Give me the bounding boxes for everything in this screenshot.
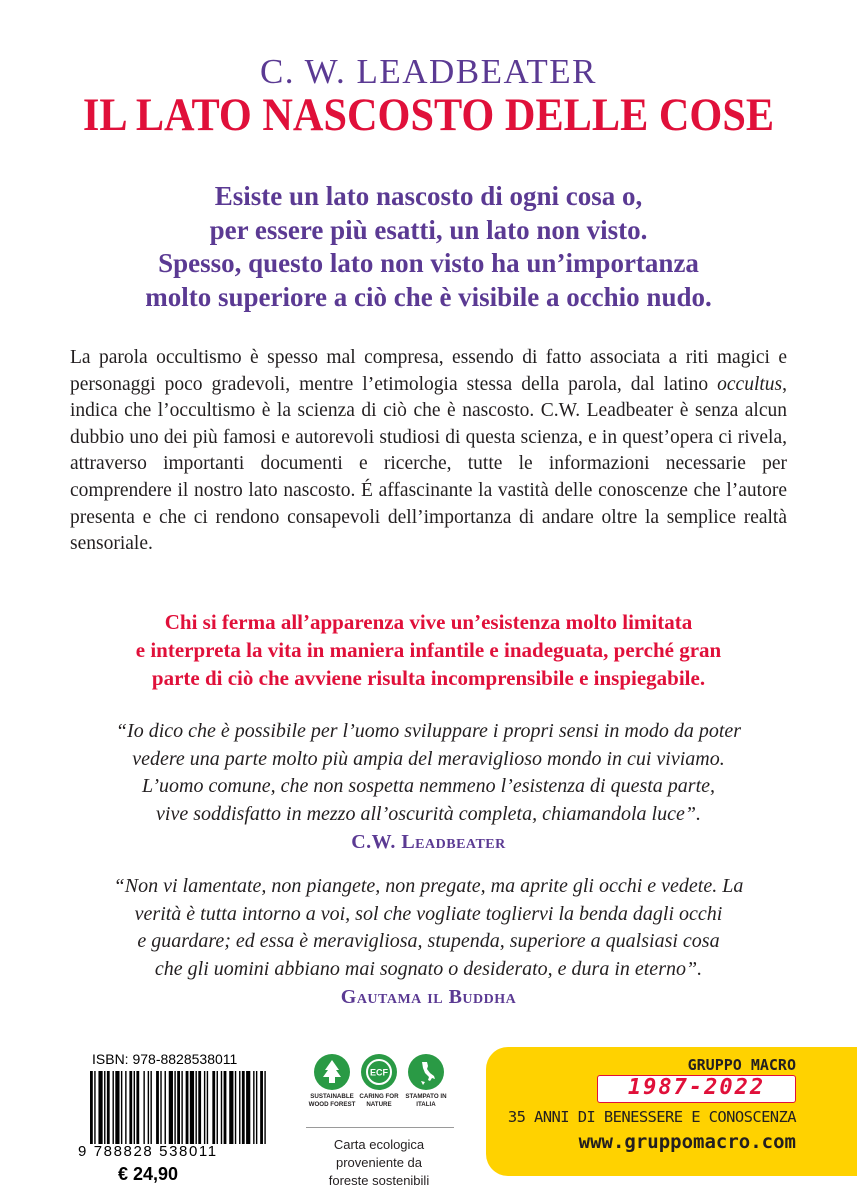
- barcode-bar: [217, 1071, 218, 1144]
- publisher-url[interactable]: www.gruppomacro.com: [578, 1131, 796, 1153]
- barcode-bar: [221, 1071, 222, 1144]
- highlight-line: e interpreta la vita in maniera infantile e inadeguata, perché gran: [135, 638, 722, 662]
- barcode-bar: [115, 1071, 119, 1144]
- lead-line: Spesso, questo lato non visto ha un’importanza: [158, 248, 699, 278]
- eco-line: Carta ecologica: [333, 1137, 425, 1152]
- barcode-bar: [246, 1071, 250, 1144]
- body-paragraph: [70, 345, 787, 558]
- quote-leadbeater: [40, 718, 817, 857]
- barcode-bar: [186, 1071, 189, 1144]
- barcode-bar: [239, 1071, 240, 1144]
- ecf-mark: ECF: [370, 1067, 388, 1078]
- barcode-bar: [260, 1071, 263, 1144]
- publisher-years: 1987-2022: [597, 1075, 796, 1103]
- barcode-bar: [224, 1071, 227, 1144]
- barcode-bar: [195, 1071, 196, 1144]
- barcode-bar: [264, 1071, 265, 1144]
- badge-label: SUSTAINABLE WOOD FOREST: [308, 1093, 356, 1108]
- quote-line: vive soddisfatto in mezzo all’oscurità completa, chiamandola luce”.: [156, 802, 701, 825]
- barcode-bar: [134, 1071, 135, 1144]
- quote-line: vedere una parte molto più ampia del meraviglioso mondo in cui viviamo.: [132, 747, 725, 770]
- highlight-line: Chi si ferma all’apparenza vive un’esistenza molto limitata: [164, 610, 693, 634]
- barcode-bar: [190, 1071, 194, 1144]
- quote-line: “Non vi lamentate, non piangete, non pregate, ma aprite gli occhi e vedete. La: [113, 875, 744, 897]
- badge-label: STAMPATO IN ITALIA: [405, 1093, 447, 1108]
- book-title: IL LATO NASCOSTO DELLE COSE: [82, 89, 775, 141]
- barcode-bar: [198, 1071, 201, 1144]
- quote-line: “Io dico che è possibile per l’uomo sviluppare i propri sensi in modo da poter: [115, 720, 742, 742]
- barcode-bar: [204, 1071, 205, 1144]
- barcode-bar: [129, 1071, 132, 1144]
- barcode-bar: [156, 1071, 159, 1144]
- highlight-line: parte di ciò che avviene risulta incomprensibile e inspiegabile.: [151, 666, 706, 690]
- lead-line: Esiste un lato nascosto di ogni cosa o,: [214, 181, 643, 211]
- barcode-bar: [165, 1071, 166, 1144]
- publisher-tagline: 35 ANNI DI BENESSERE E CONOSCENZA: [507, 1108, 796, 1126]
- barcode-bar: [121, 1071, 122, 1144]
- barcode-bar: [174, 1071, 175, 1144]
- barcode-bar: [94, 1071, 95, 1144]
- badge-label: CARING FOR NATURE: [359, 1093, 399, 1108]
- barcode: [90, 1071, 270, 1144]
- barcode-bar: [90, 1071, 93, 1144]
- quote-buddha: [40, 873, 817, 1012]
- body-text: , indica che l’occultismo è la scienza di ciò che è nascosto. C.W. Leadbeater è senza alcun dubbio uno dei più famosi e autorevoli studiosi di questa scienza, e in quest’opera ci rivela, attraverso importanti documenti e ricerche, tutte le informazioni necessarie per comprendere il nostro lato nascosto. É affascinante la vastità delle conoscenze che l’autore presenta e che ci rendono consapevoli dell’importanza di andare oltre la semplice realtà sensoriale.: [70, 373, 787, 555]
- eco-paper-note: [296, 1136, 462, 1190]
- barcode-bar: [181, 1071, 182, 1144]
- lead-paragraph: [40, 180, 817, 314]
- barcode-bar: [113, 1071, 114, 1144]
- publisher-name: GRUPPO MACRO: [687, 1056, 796, 1074]
- barcode-bar: [125, 1071, 126, 1144]
- barcode-bar: [104, 1071, 105, 1144]
- latin-term: occultus: [717, 373, 783, 395]
- ecf-icon: [361, 1054, 397, 1090]
- quote-attribution: C.W. Leadbeater: [351, 831, 506, 853]
- barcode-bar: [207, 1071, 208, 1144]
- price: € 24,90: [118, 1164, 179, 1184]
- highlight-paragraph: [40, 608, 817, 692]
- barcode-bar: [136, 1071, 139, 1144]
- barcode-bar: [242, 1071, 245, 1144]
- barcode-bar: [98, 1071, 102, 1144]
- eco-line: foreste sostenibili: [328, 1173, 430, 1188]
- isbn-label: ISBN: 978-8828538011: [92, 1051, 238, 1067]
- barcode-bar: [256, 1071, 257, 1144]
- barcode-bar: [143, 1071, 144, 1144]
- quote-attribution: Gautama il Buddha: [340, 986, 517, 1008]
- quote-line: L’uomo comune, che non sospetta nemmeno l’esistenza di questa parte,: [141, 775, 716, 797]
- italy-icon: [408, 1054, 444, 1090]
- lead-line: molto superiore a ciò che è visibile a occhio nudo.: [145, 281, 712, 312]
- barcode-bar: [229, 1071, 233, 1144]
- barcode-bar: [160, 1071, 161, 1144]
- barcode-bar: [107, 1071, 110, 1144]
- author-name: C. W. LEADBEATER: [259, 52, 598, 91]
- barcode-digits: 9 788828 538011: [78, 1143, 218, 1160]
- barcode-bar: [150, 1071, 151, 1144]
- barcode-bar: [177, 1071, 180, 1144]
- barcode-bar: [212, 1071, 215, 1144]
- eco-line: proveniente da: [335, 1155, 422, 1170]
- barcode-bar: [235, 1071, 236, 1144]
- barcode-bar: [148, 1071, 149, 1144]
- lead-line: per essere più esatti, un lato non visto.: [209, 214, 648, 245]
- body-text: La parola occultismo è spesso mal compresa, essendo di fatto associata a riti magici e personaggi poco gradevoli, mentre l’etimologia stessa della parola, dal latino: [70, 347, 787, 395]
- tree-icon: [314, 1054, 350, 1090]
- quote-line: e guardare; ed essa è meravigliosa, stupenda, superiore a qualsiasi cosa: [137, 930, 720, 952]
- barcode-bar: [169, 1071, 173, 1144]
- quote-line: verità è tutta intorno a voi, sol che vogliate togliervi la benda dagli occhi: [134, 902, 723, 925]
- divider: [306, 1127, 454, 1128]
- quote-line: che gli uomini abbiano mai sognato o desiderato, e dura in eterno”.: [154, 957, 703, 980]
- barcode-bar: [253, 1071, 254, 1144]
